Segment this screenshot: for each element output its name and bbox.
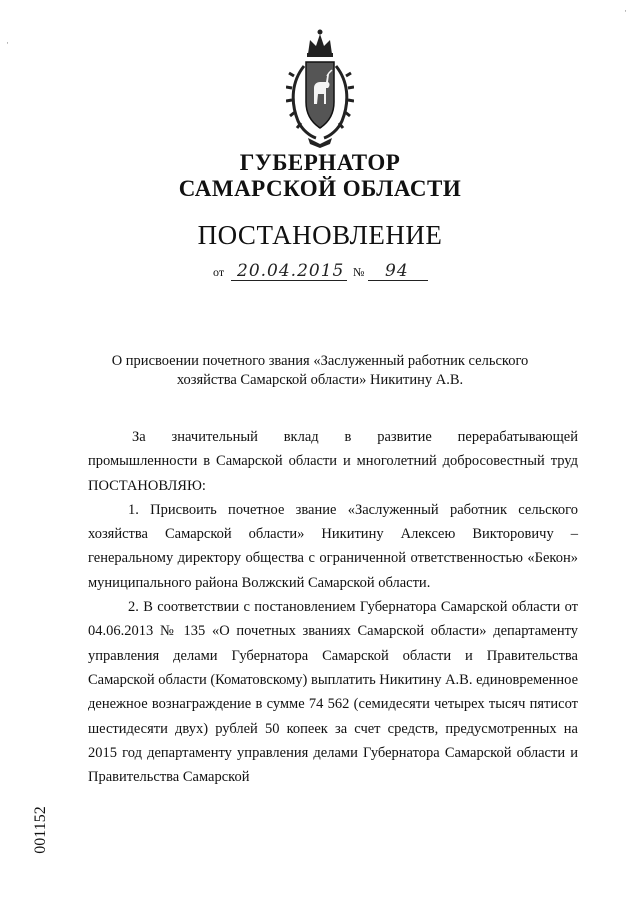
- document-type-title: ПОСТАНОВЛЕНИЕ: [197, 220, 443, 250]
- preamble-paragraph: За значительный вклад в развитие перерабатывающей промышленности в Самарской области и многолетний добросовестный труд ПОСТАНОВЛЯЮ:: [88, 429, 578, 494]
- clause-1-paragraph: 1. Присвоить почетное звание «Заслуженный работник сельского хозяйства Самарской области» Никитину Алексею Викторовичу – генеральному директору общества с ограниченной ответственностью «Бекон» муниципального района Волжский Самарской области.: [88, 501, 578, 591]
- handwritten-number: 94: [385, 261, 409, 281]
- coat-of-arms-icon: [286, 26, 354, 150]
- scan-speck: ·: [6, 38, 9, 48]
- scan-speck: ·: [624, 6, 627, 16]
- clause-2-paragraph: 2. В соответствии с постановлением Губернатора Самарской области от 04.06.2013 № 135 «О почетных званиях Самарской области» департаменту управления делами Губернатора Самарской области и Правительства Самарской области (Коматовскому) выплатить Никитину А.В. единовременное денежное вознаграждение в сумме 74 562 (семидесяти четырех тысяч пятисот шестидесяти двух) рублей 50 копеек за счет средств, предусмотренных на 2015 год департаменту управления делами Губернатора Самарской области и Правительства Самарской: [88, 599, 579, 786]
- document-subject: О присвоении почетного звания «Заслуженный работник сельского хозяйства Самарской области» Никитину А.В.: [111, 353, 529, 388]
- document-body: [88, 425, 578, 789]
- date-number-line: [213, 258, 453, 284]
- registration-number: [28, 795, 50, 865]
- issuer-line-2: САМАРСКОЙ ОБЛАСТИ: [178, 176, 462, 201]
- registration-number-text: 001152: [32, 806, 49, 854]
- from-label: от: [213, 265, 225, 279]
- issuer-line-1: ГУБЕРНАТОР: [239, 150, 401, 175]
- handwritten-date: 20.04.2015: [237, 261, 345, 281]
- number-label: №: [353, 265, 365, 279]
